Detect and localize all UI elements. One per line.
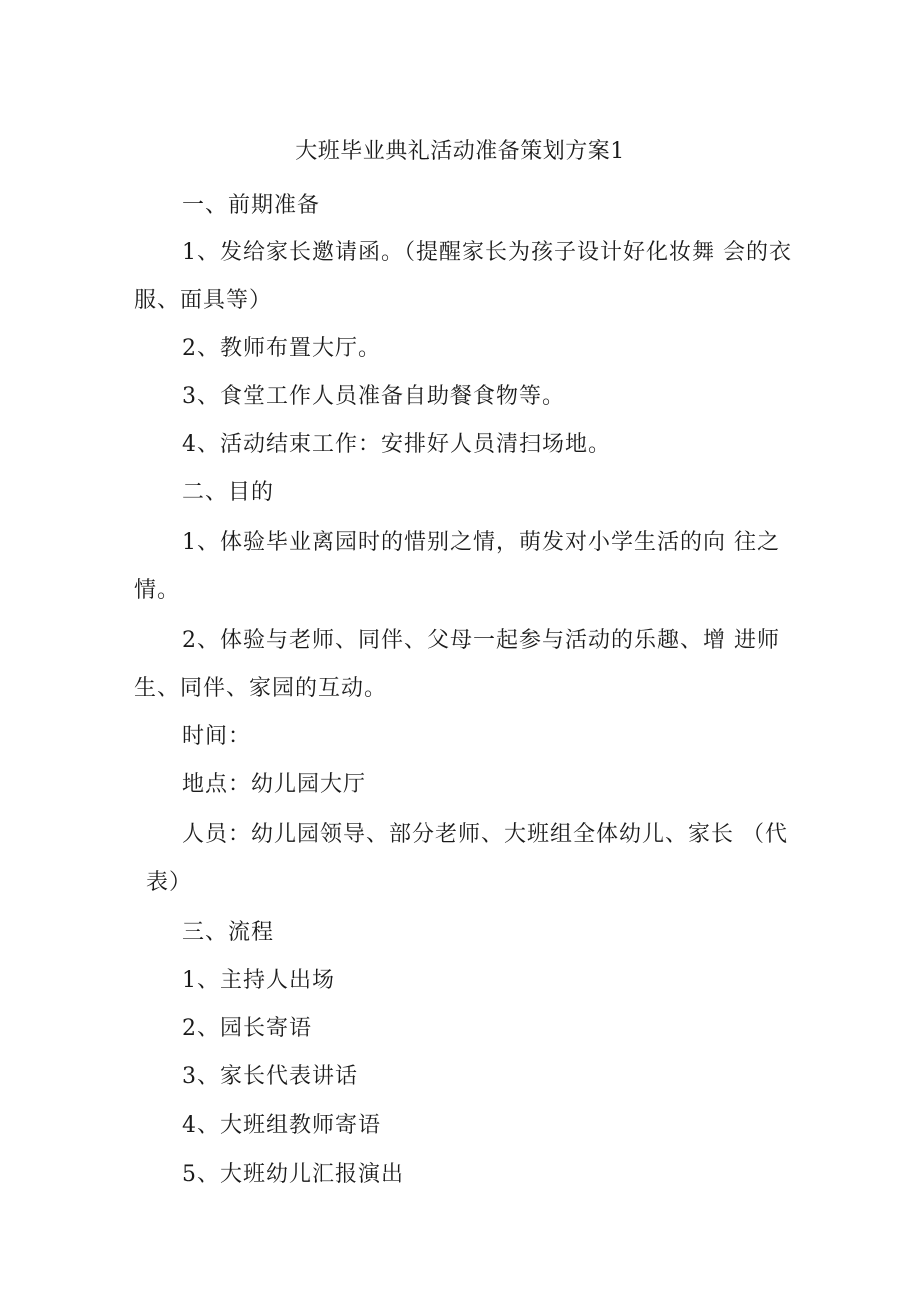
- paragraph-invitation-continued: 服、面具等）: [134, 288, 273, 313]
- paragraph-purpose-1-continued: 情。: [134, 578, 181, 603]
- paragraph-purpose-2-continued: 生、同伴、家园的互动。: [134, 676, 388, 701]
- paragraph-hall-decoration: 2、教师布置大厅。: [182, 336, 381, 361]
- people-field-continued: 表）: [146, 870, 193, 895]
- paragraph-invitation: 1、发给家长邀请函。（提醒家长为孩子设计好化妆舞 会的衣: [182, 240, 792, 265]
- paragraph-buffet-food: 3、食堂工作人员准备自助餐食物等。: [182, 384, 565, 409]
- paragraph-purpose-1: 1、体验毕业离园时的惜别之情，萌发对小学生活的向 往之: [182, 530, 780, 555]
- section-heading-preparation: 一、前期准备: [182, 193, 321, 218]
- section-heading-purpose: 二、目的: [182, 480, 275, 505]
- place-field: 地点：幼儿园大厅: [182, 772, 367, 797]
- time-field: 时间：: [182, 724, 252, 749]
- procedure-step-2: 2、园长寄语: [182, 1016, 312, 1041]
- procedure-step-1: 1、主持人出场: [182, 968, 335, 993]
- paragraph-purpose-2: 2、体验与老师、同伴、父母一起参与活动的乐趣、增 进师: [182, 628, 780, 653]
- procedure-step-4: 4、大班组教师寄语: [182, 1113, 381, 1138]
- paragraph-cleanup: 4、活动结束工作：安排好人员清扫场地。: [182, 432, 611, 457]
- document-title: 大班毕业典礼活动准备策划方案1: [295, 139, 625, 164]
- procedure-step-3: 3、家长代表讲话: [182, 1064, 358, 1089]
- section-heading-procedure: 三、流程: [182, 920, 275, 945]
- people-field: 人员：幼儿园领导、部分老师、大班组全体幼儿、家长 （代: [182, 822, 788, 847]
- procedure-step-5: 5、大班幼儿汇报演出: [182, 1162, 404, 1187]
